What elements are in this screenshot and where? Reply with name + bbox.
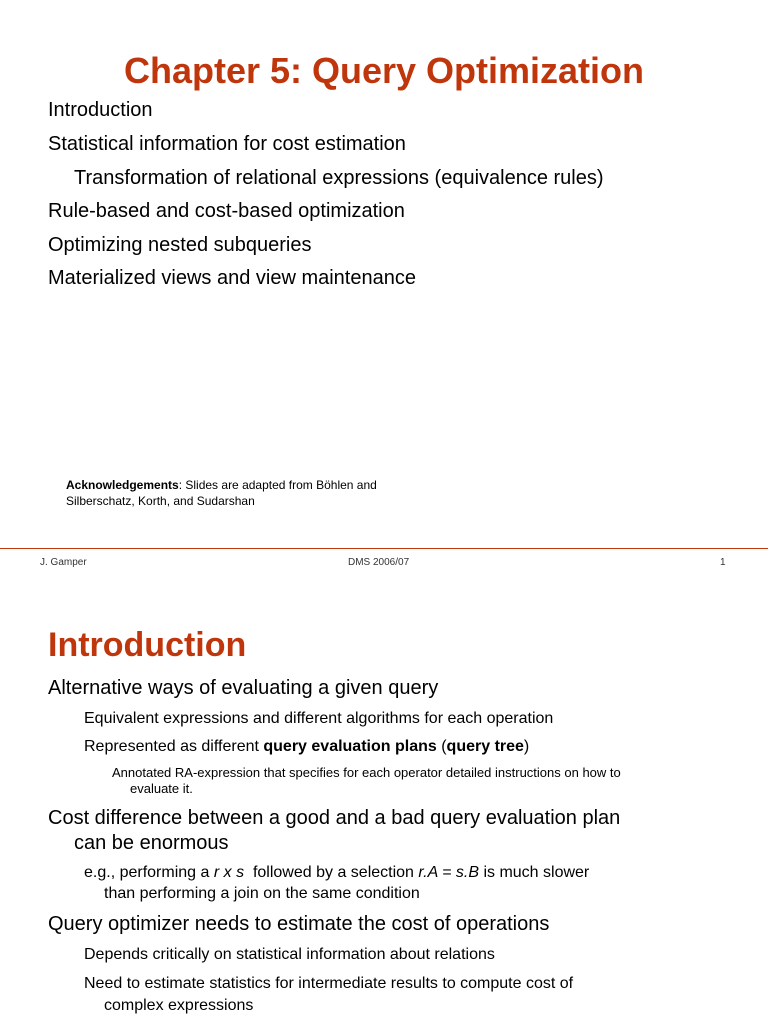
bullet-cost-difference-line1: Cost difference between a good and a bad query evaluation plan [48,807,621,829]
bullet-estimate-statistics-line2: complex expressions [104,997,254,1014]
qep-text-post: ) [523,738,530,755]
example-text-mid: followed by a selection [244,864,419,881]
qep-text-mid: ( [436,738,447,755]
bullet-query-evaluation-plans [84,738,529,756]
footer-course: DMS 2006/07 [348,557,410,568]
annotated-ra-line1: Annotated RA-expression that specifies for each operator detailed instructions on how to [112,765,621,780]
acknowledgements-text-line2: Silberschatz, Korth, and Sudarshan [66,494,255,508]
slide1-item-materialized-views: Materialized views and view maintenance [48,267,416,289]
example-text-post: is much slower [479,864,590,881]
qep-text-pre: Represented as different [84,738,264,755]
example-text-pre: e.g., performing a [84,864,214,881]
query-tree-term: query tree [446,738,524,755]
example-condition: r.A = s.B [418,864,479,881]
bullet-depends-critically: Depends critically on statistical information about relations [84,946,495,963]
bullet-cost-difference-line2: can be enormous [74,832,229,854]
acknowledgements-label: Acknowledgements [66,478,179,492]
slide1-item-transformation: Transformation of relational expressions (equivalence rules) [74,167,604,189]
annotated-ra-line2: evaluate it. [130,781,193,796]
bullet-example-line2: than performing a join on the same condition [104,885,420,902]
slide2-title: Introduction [48,626,247,664]
footer-page-number: 1 [720,557,726,568]
slide1-item-nested-subqueries: Optimizing nested subqueries [48,234,312,256]
acknowledgements-text-line1: : Slides are adapted from Böhlen and [178,478,377,492]
slide-separator [0,548,768,549]
qep-term: query evaluation plans [263,738,437,755]
bullet-example [84,864,589,882]
bullet-estimate-statistics-line1: Need to estimate statistics for intermediate results to compute cost of [84,975,574,992]
slide1-item-statistical-information: Statistical information for cost estimation [48,133,406,155]
slide1-title: Chapter 5: Query Optimization [123,50,645,91]
bullet-equivalent-expressions: Equivalent expressions and different algorithms for each operation [84,710,554,727]
bullet-alternative-ways: Alternative ways of evaluating a given query [48,677,439,699]
footer-author: J. Gamper [40,557,87,568]
bullet-query-optimizer: Query optimizer needs to estimate the cost of operations [48,913,550,935]
slide1-item-introduction: Introduction [48,99,153,121]
slide1-item-rule-cost-based: Rule-based and cost-based optimization [48,200,405,222]
acknowledgements [66,477,377,509]
example-cross-product: r x s [213,864,245,881]
